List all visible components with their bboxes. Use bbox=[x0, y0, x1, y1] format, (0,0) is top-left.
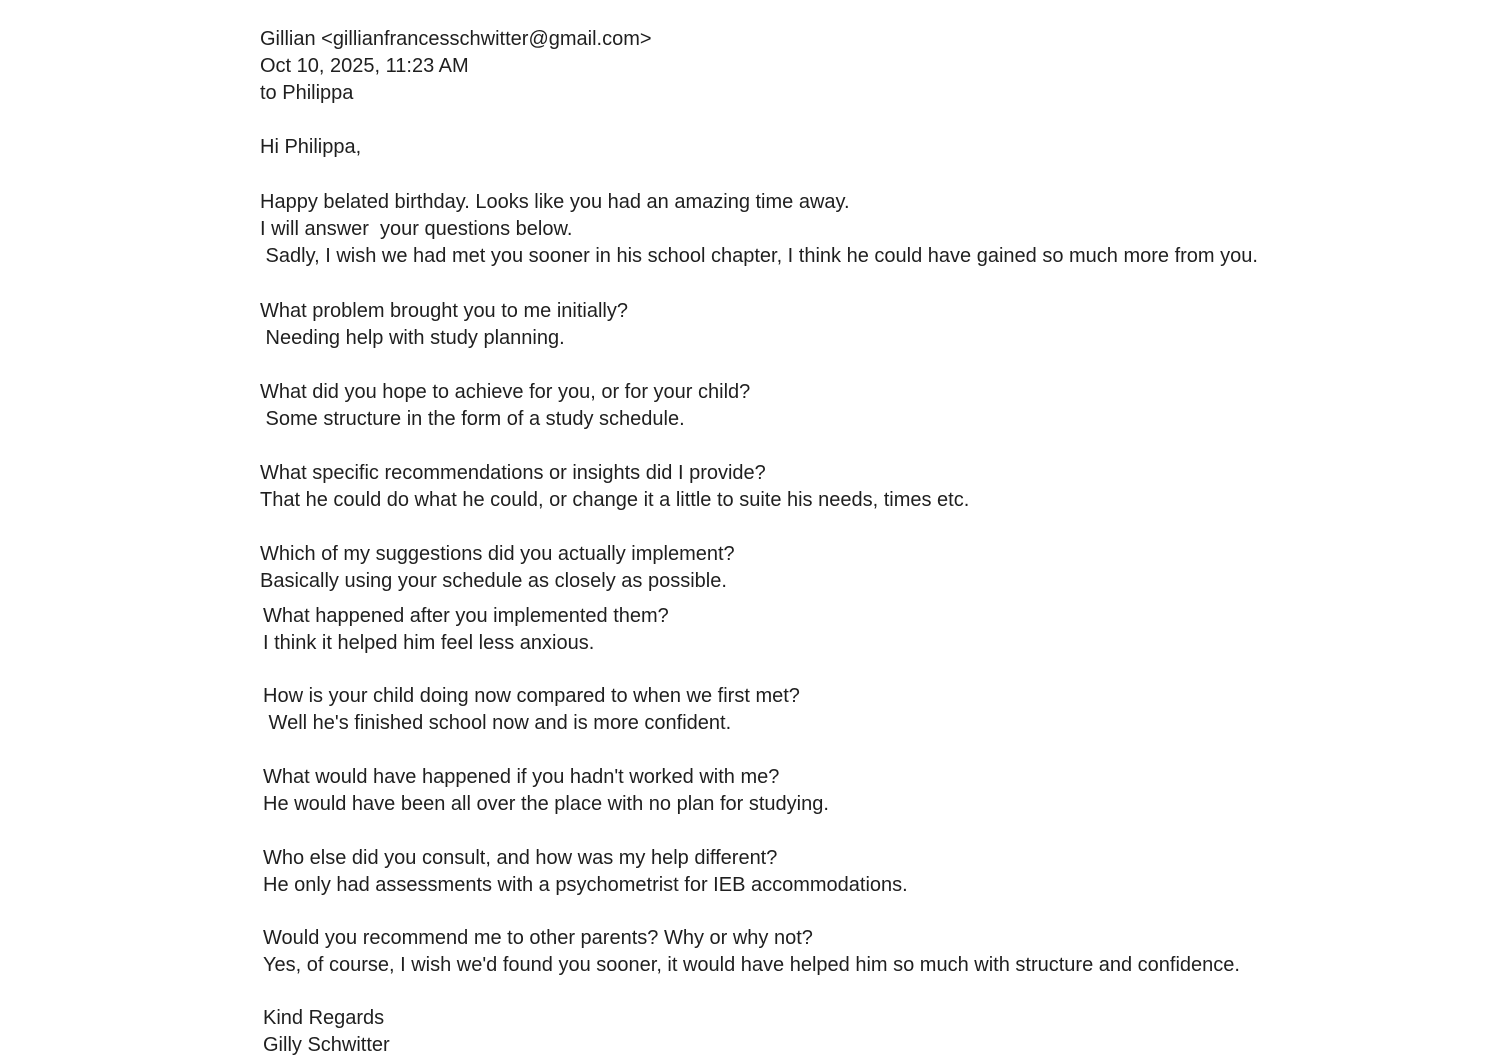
question: What problem brought you to me initially? bbox=[260, 300, 628, 322]
question: What did you hope to achieve for you, or for your child? bbox=[260, 381, 751, 403]
intro-line: I will answer your questions below. bbox=[260, 218, 573, 240]
question: What happened after you implemented them? bbox=[263, 605, 669, 627]
question: Would you recommend me to other parents? Why or why not? bbox=[263, 927, 813, 949]
question: Which of my suggestions did you actually implement? bbox=[260, 543, 735, 565]
intro-line: Sadly, I wish we had met you sooner in his school chapter, I think he could have gained so much more from you. bbox=[260, 245, 1258, 267]
sent-date: Oct 10, 2025, 11:23 AM bbox=[260, 55, 469, 77]
answer: That he could do what he could, or change it a little to suite his needs, times etc. bbox=[260, 489, 970, 511]
answer: Yes, of course, I wish we'd found you sooner, it would have helped him so much with structure and confidence. bbox=[263, 954, 1240, 976]
greeting: Hi Philippa, bbox=[260, 136, 362, 158]
answer: He would have been all over the place with no plan for studying. bbox=[263, 793, 829, 815]
answer: Well he's finished school now and is more confident. bbox=[263, 712, 732, 734]
answer: Some structure in the form of a study schedule. bbox=[260, 408, 685, 430]
answer: Basically using your schedule as closely as possible. bbox=[260, 570, 727, 592]
intro-line: Happy belated birthday. Looks like you had an amazing time away. bbox=[260, 191, 850, 213]
signature: Gilly Schwitter bbox=[263, 1034, 390, 1056]
question: How is your child doing now compared to when we first met? bbox=[263, 685, 800, 707]
signoff: Kind Regards bbox=[263, 1007, 385, 1029]
recipient: to Philippa bbox=[260, 82, 354, 104]
answer: I think it helped him feel less anxious. bbox=[263, 632, 595, 654]
answer: He only had assessments with a psychometrist for IEB accommodations. bbox=[263, 874, 908, 896]
question: What would have happened if you hadn't worked with me? bbox=[263, 766, 780, 788]
question: What specific recommendations or insights did I provide? bbox=[260, 462, 766, 484]
sender: Gillian <gillianfrancesschwitter@gmail.com> bbox=[260, 28, 652, 50]
answer: Needing help with study planning. bbox=[260, 327, 565, 349]
question: Who else did you consult, and how was my help different? bbox=[263, 847, 778, 869]
